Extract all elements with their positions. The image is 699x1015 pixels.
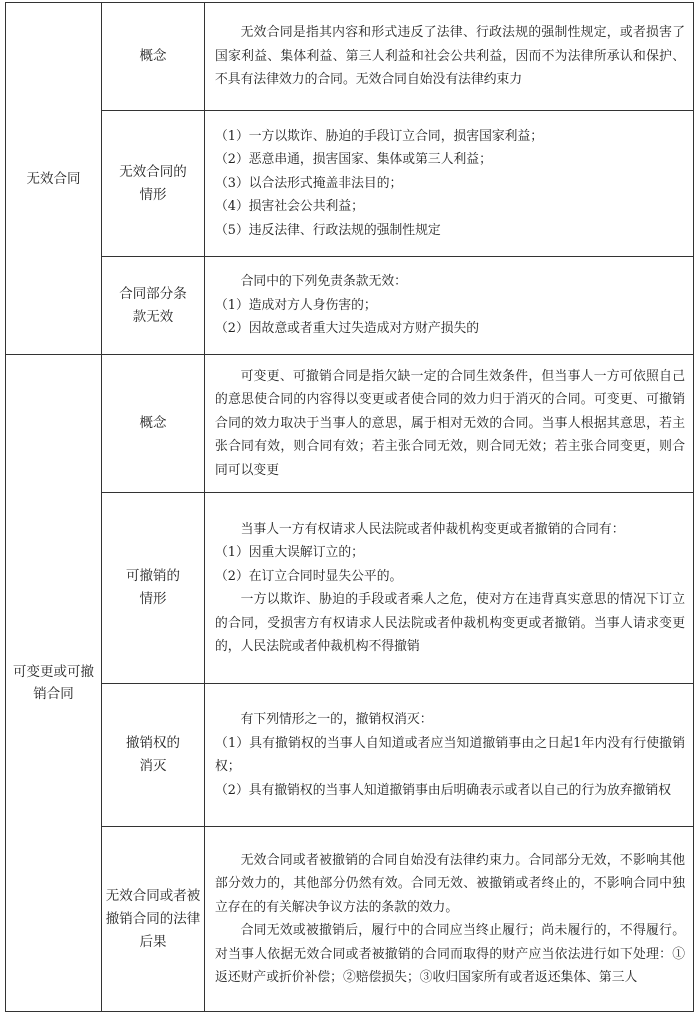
paragraph: 当事人一方有权请求人民法院或者仲裁机构变更或者撤销的合同有： (240, 521, 625, 537)
list-item: （2）在订立合同时显失公平的。 (215, 568, 403, 584)
list-item: （1）因重大误解订立的； (215, 545, 364, 560)
list-item: （3）以合法形式掩盖非法目的； (215, 175, 403, 191)
table-row (6, 3, 694, 111)
content-cell (205, 257, 694, 355)
content-cell (205, 493, 694, 684)
category-label: 可变更或可撤销合同 (13, 664, 94, 702)
row-label-cell (102, 257, 205, 355)
list-item: （4）损害社会公共利益； (215, 199, 364, 215)
table-row (6, 257, 694, 355)
paragraph: 合同中的下列免责条款无效： (240, 274, 407, 290)
row-label-cell (102, 684, 205, 827)
list-item: （5）违反法律、行政法规的强制性规定 (215, 222, 441, 238)
list-item: （2）具有撤销权的当事人知道撤销事由后明确表示或者以自己的行为放弃撤销权 (215, 782, 672, 798)
row-label-cell (102, 3, 205, 111)
paragraph: 可变更、可撤销合同是指欠缺一定的合同生效条件，但当事人一方可依照自己的意思使合同的内容得以变更或者使合同的效力归于消灭的合同。可变更、可撤销合同的效力取决于当事人的意思，属于相对无效的合同。当事人根据其意思，若主张合同有效，则合同有效；若主张合同无效，则合同无效；若主张合同变更，则合同可以变更 (215, 368, 685, 478)
table-row (6, 111, 694, 257)
content-cell (205, 684, 694, 827)
paragraph: 有下列情形之一的，撤销权消灭： (240, 712, 433, 727)
list-item: （1）造成对方人身伤害的； (215, 297, 377, 313)
row-label: 合同部分条款无效 (119, 285, 187, 325)
table-row (6, 684, 694, 827)
row-label-cell (102, 493, 205, 684)
content-cell (205, 827, 694, 1012)
paragraph: 合同无效或被撤销后，履行中的合同应当终止履行；尚未履行的，不得履行。对当事人依据无效合同或者被撤销的合同而取得的财产应当依法进行如下处理：①返还财产或折价补偿；②赔偿损失；③收归国家所有或者返还集体、第三人 (215, 923, 685, 985)
contract-validity-table (5, 2, 694, 1012)
list-item: （1）一方以欺诈、胁迫的手段订立合同，损害国家利益； (215, 128, 544, 144)
table-row (6, 827, 694, 1012)
row-label: 撤销权的消灭 (126, 735, 180, 774)
paragraph: 一方以欺诈、胁迫的手段或者乘人之危，使对方在违背真实意思的情况下订立的合同，受损害方有权请求人民法院或者仲裁机构变更或者撤销。当事人请求变更的，人民法院或者仲裁机构不得撤销 (215, 592, 685, 654)
content-cell (205, 355, 694, 493)
row-label: 无效合同的情形 (119, 163, 187, 203)
content-cell (205, 3, 694, 111)
row-label: 概念 (139, 415, 167, 431)
paragraph: 无效合同或者被撤销的合同自始没有法律约束力。合同部分无效，不影响其他部分效力的，其他部分仍然有效。合同无效、被撤销或者终止的，不影响合同中独立存在的有关解决争议方法的条款的效力。 (215, 852, 685, 915)
category-cell (6, 355, 102, 1012)
list-item: （2）恶意串通，损害国家、集体或第三人利益； (215, 152, 492, 168)
table-row (6, 493, 694, 684)
list-item: （1）具有撤销权的当事人自知道或者应当知道撤销事由之日起1年内没有行使撤销权； (215, 735, 685, 774)
category-cell (6, 3, 102, 355)
content-cell (205, 111, 694, 257)
category-label: 无效合同 (26, 170, 81, 187)
row-label: 可撤销的情形 (126, 568, 180, 607)
row-label-cell (102, 355, 205, 493)
list-item: （2）因故意或者重大过失造成对方财产损失的 (215, 321, 480, 337)
paragraph: 无效合同是指其内容和形式违反了法律、行政法规的强制性规定，或者损害了国家利益、集体利益、第三人利益和社会公共利益，因而不为法律所承认和保护、不具有法律效力的合同。无效合同自始没有法律约束力 (215, 25, 685, 88)
row-label: 概念 (139, 48, 167, 64)
row-label: 无效合同或者被撤销合同的法律后果 (105, 887, 201, 950)
row-label-cell (102, 827, 205, 1012)
table-row (6, 355, 694, 493)
row-label-cell (102, 111, 205, 257)
